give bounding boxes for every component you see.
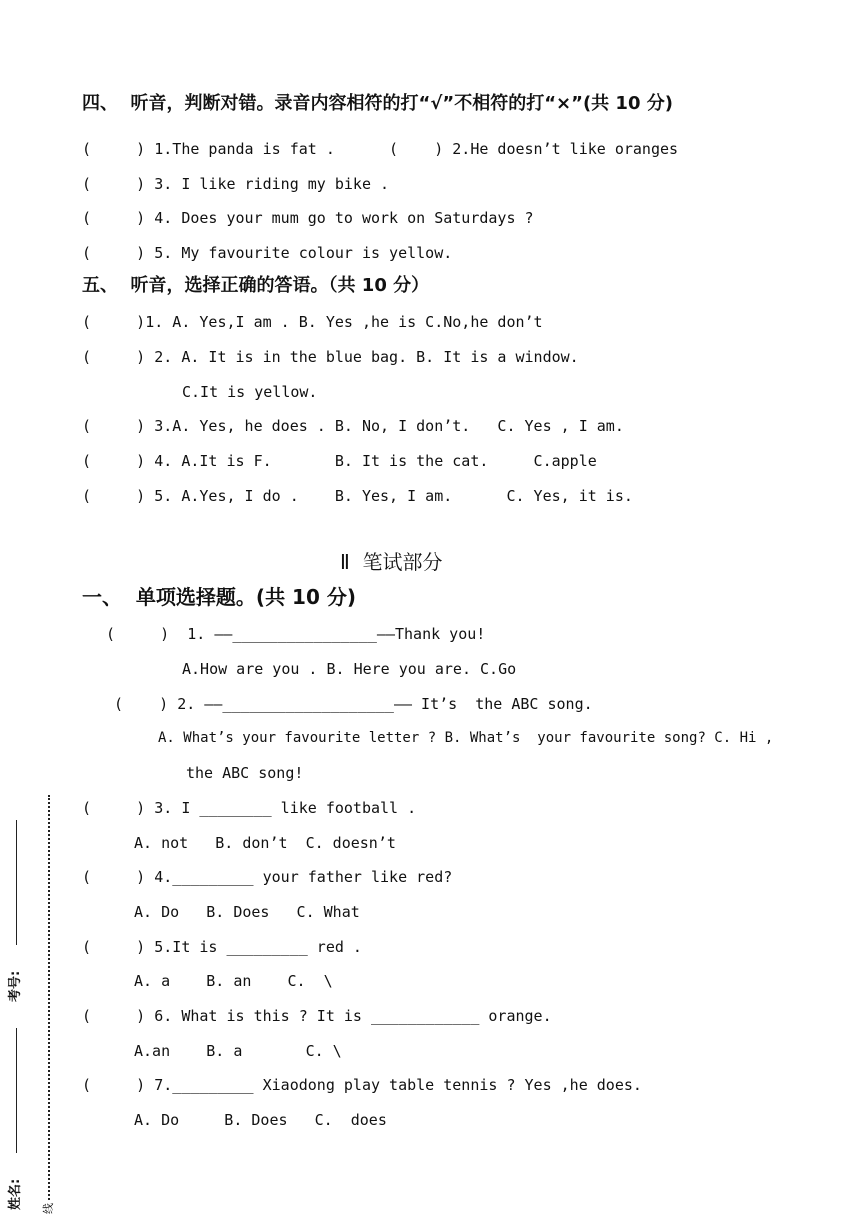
section5-heading: 五、 听音，选择正确的答语。（共 10 分） [82,275,430,296]
question-line: ( ) 7._________ Xiaodong play table tennis ? Yes ,he does. [82,1076,642,1094]
option-line: A. not B. don’t C. doesn’t [134,834,396,852]
question-line: ( ) 3. I like riding my bike . [82,175,390,193]
question-line: ( ) 5. My favourite colour is yellow. [82,244,453,262]
question-line: ( ) 1. ——________________——Thank you! [106,625,486,643]
question-line: ( ) 3.A. Yes, he does . B. No, I don’t. C. Yes , I am. [82,417,624,435]
option-line: the ABC song! [186,764,304,782]
question-line: ( ) 2. ——___________________—— It’s the ABC song. [114,695,593,713]
name-label: 姓名: [8,1178,23,1210]
option-line: A. What’s your favourite letter ? B. What’s your favourite song? C. Hi , [158,730,774,746]
written-heading: 一、 单项选择题。(共 10 分) [82,585,356,609]
question-line: ( ) 4. A.It is F. B. It is the cat. C.apple [82,452,597,470]
question-line: ( ) 5.It is _________ red . [82,938,362,956]
name-blank-line [16,1028,17,1153]
part2-title: Ⅱ 笔试部分 [340,550,443,574]
option-line: C.It is yellow. [182,383,318,401]
option-line: A.How are you . B. Here you are. C.Go [182,660,517,678]
section4-heading: 四、 听音，判断对错。录音内容相符的打“√”不相符的打“×”(共 10 分) [82,93,673,114]
exam-no-blank-line [16,820,17,945]
option-line: A.an B. a C. \ [134,1042,342,1060]
question-line: ( ) 5. A.Yes, I do . B. Yes, I am. C. Yes, it is. [82,487,633,505]
question-line: ( )1. A. Yes,I am . B. Yes ,he is C.No,he don’t [82,313,543,331]
question-line: ( ) 4. Does your mum go to work on Saturdays ? [82,209,534,227]
binding-dotted-line [48,795,50,1200]
question-line: ( ) 1.The panda is fat . ( ) 2.He doesn’t like oranges [82,140,679,158]
option-line: A. Do B. Does C. What [134,903,360,921]
option-line: A. a B. an C. \ [134,972,333,990]
question-line: ( ) 3. I ________ like football . [82,799,417,817]
option-line: A. Do B. Does C. does [134,1111,387,1129]
question-line: ( ) 4._________ your father like red? [82,868,453,886]
question-line: ( ) 2. A. It is in the blue bag. B. It is a window. [82,348,579,366]
binding-line-mark: 线 [42,1203,55,1214]
question-line: ( ) 6. What is this ? It is ____________ orange. [82,1007,552,1025]
exam-no-label: 考号: [8,970,23,1002]
